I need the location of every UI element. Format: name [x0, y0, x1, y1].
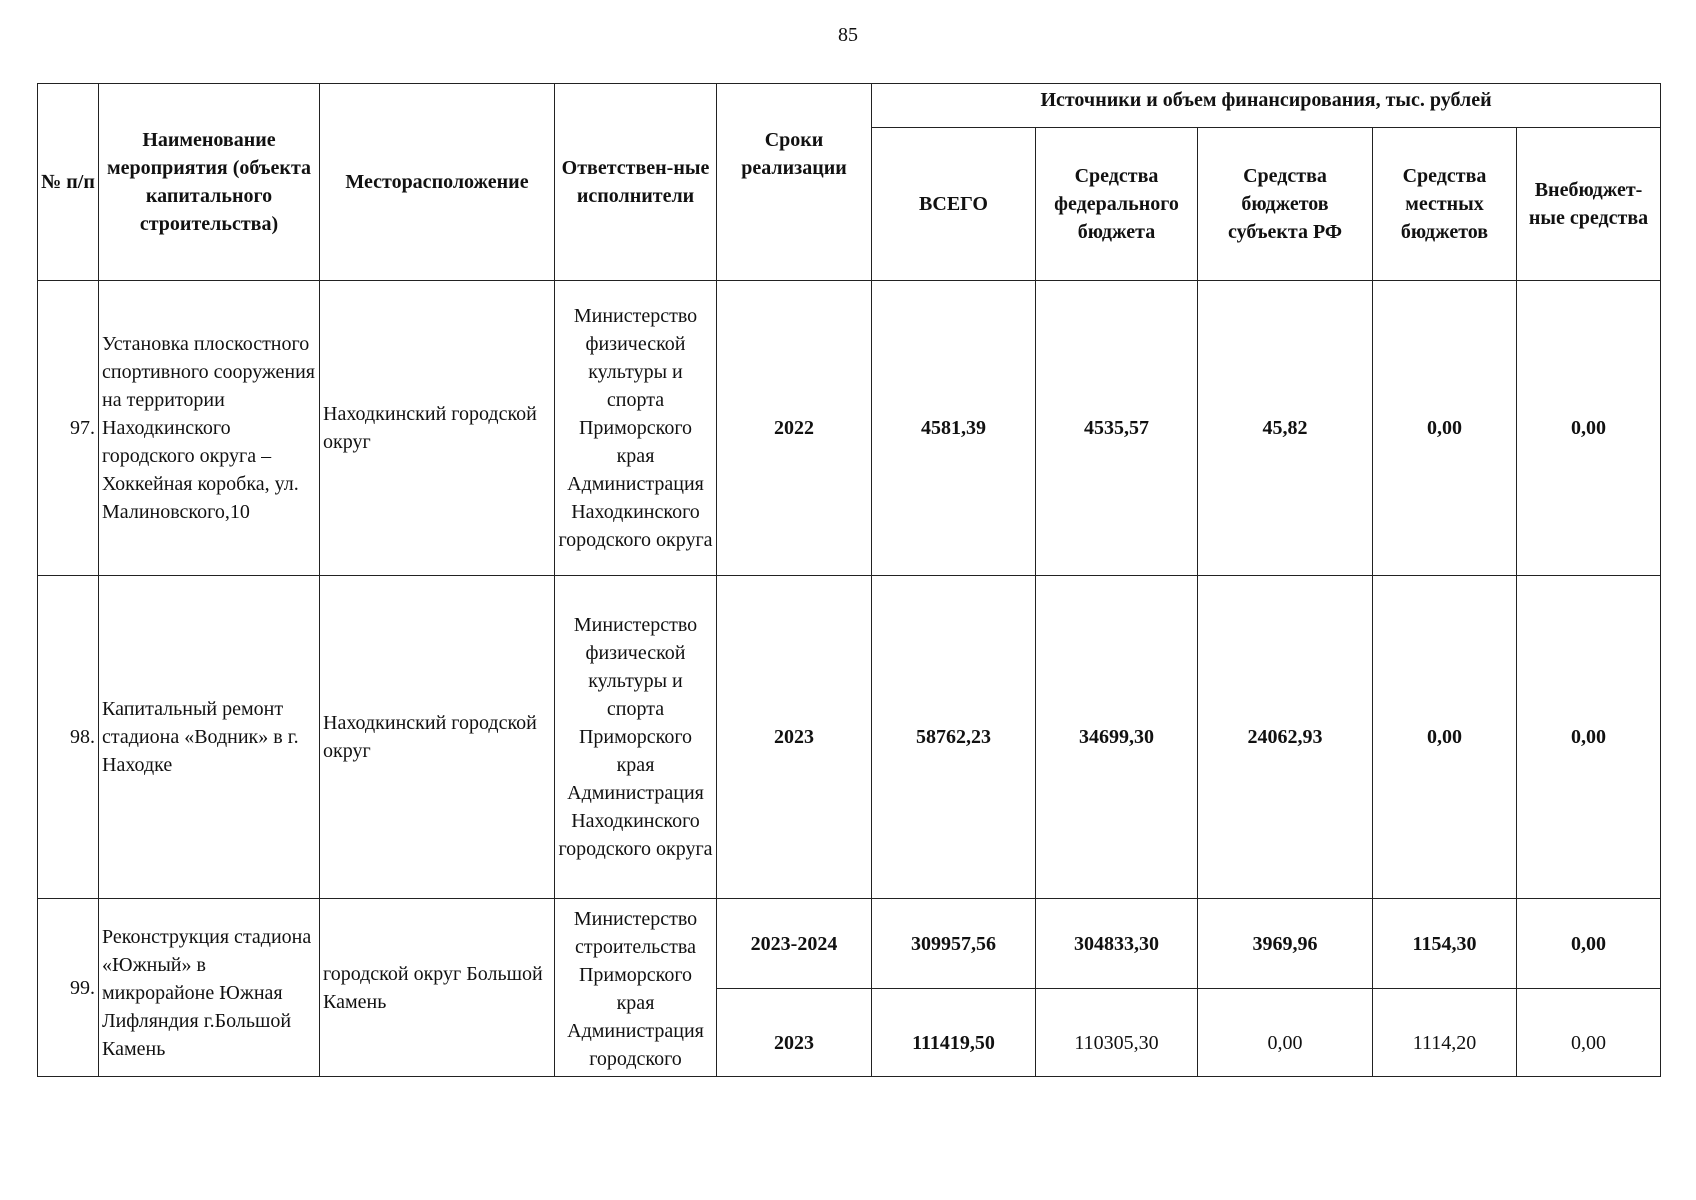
- row-subject: 0,00: [1198, 989, 1373, 1077]
- row-terms: 2023-2024: [717, 899, 872, 989]
- row-federal: 4535,57: [1036, 281, 1198, 576]
- row-total: 111419,50: [872, 989, 1036, 1077]
- row-extra: 0,00: [1517, 576, 1661, 899]
- header-name: Наименование мероприятия (объекта капитального строительства): [99, 84, 320, 281]
- header-local: Средства местных бюджетов: [1373, 128, 1517, 281]
- row-no: 99.: [38, 899, 99, 1077]
- row-federal: 34699,30: [1036, 576, 1198, 899]
- header-sources: Источники и объем финансирования, тыс. рублей: [872, 84, 1661, 128]
- row-executors: [555, 899, 717, 1077]
- row-location: городской округ Большой Камень: [320, 899, 555, 1077]
- row-no: 97.: [38, 281, 99, 576]
- header-subject: Средства бюджетов субъекта РФ: [1198, 128, 1373, 281]
- row-subject: 3969,96: [1198, 899, 1373, 989]
- row-name: Установка плоскостного спортивного сооружения на территории Находкинского городского округа – Хоккейная коробка, ул. Малиновского,10: [99, 281, 320, 576]
- row-federal: 110305,30: [1036, 989, 1198, 1077]
- row-location: Находкинский городской округ: [320, 281, 555, 576]
- executors-text: Министерство строительства Приморского края Администрация городского: [567, 907, 704, 1070]
- row-executors: Министерство физической культуры и спорта Приморского края Администрация Находкинского городского округа: [555, 576, 717, 899]
- row-total: 309957,56: [872, 899, 1036, 989]
- row-local: 0,00: [1373, 576, 1517, 899]
- row-subject: 45,82: [1198, 281, 1373, 576]
- page-number: 85: [838, 24, 858, 46]
- row-local: 0,00: [1373, 281, 1517, 576]
- header-executors: Ответствен-ные исполнители: [555, 84, 717, 281]
- row-terms: 2023: [717, 576, 872, 899]
- table-row: [38, 281, 1661, 576]
- row-federal: 304833,30: [1036, 899, 1198, 989]
- header-extra: Внебюджет-ные средства: [1517, 128, 1661, 281]
- row-extra: 0,00: [1517, 281, 1661, 576]
- row-executors: Министерство физической культуры и спорта Приморского края Администрация Находкинского городского округа: [555, 281, 717, 576]
- row-terms: 2022: [717, 281, 872, 576]
- row-name: Капитальный ремонт стадиона «Водник» в г. Находке: [99, 576, 320, 899]
- header-location: Месторасположение: [320, 84, 555, 281]
- row-location: Находкинский городской округ: [320, 576, 555, 899]
- table-row: [38, 576, 1661, 899]
- row-extra: 0,00: [1517, 899, 1661, 989]
- financing-table: [37, 83, 1661, 1077]
- row-total: 58762,23: [872, 576, 1036, 899]
- row-extra: 0,00: [1517, 989, 1661, 1077]
- header-no: № п/п: [38, 84, 99, 281]
- row-terms: 2023: [717, 989, 872, 1077]
- row-subject: 24062,93: [1198, 576, 1373, 899]
- table-row: [38, 899, 1661, 989]
- row-name: Реконструкция стадиона «Южный» в микрорайоне Южная Лифляндия г.Большой Камень: [99, 899, 320, 1077]
- header-row-top: [38, 84, 1661, 128]
- row-no: 98.: [38, 576, 99, 899]
- row-local: 1154,30: [1373, 899, 1517, 989]
- header-total: ВСЕГО: [872, 128, 1036, 281]
- row-total: 4581,39: [872, 281, 1036, 576]
- header-terms: Сроки реализации: [717, 84, 872, 281]
- header-federal: Средства федерального бюджета: [1036, 128, 1198, 281]
- row-local: 1114,20: [1373, 989, 1517, 1077]
